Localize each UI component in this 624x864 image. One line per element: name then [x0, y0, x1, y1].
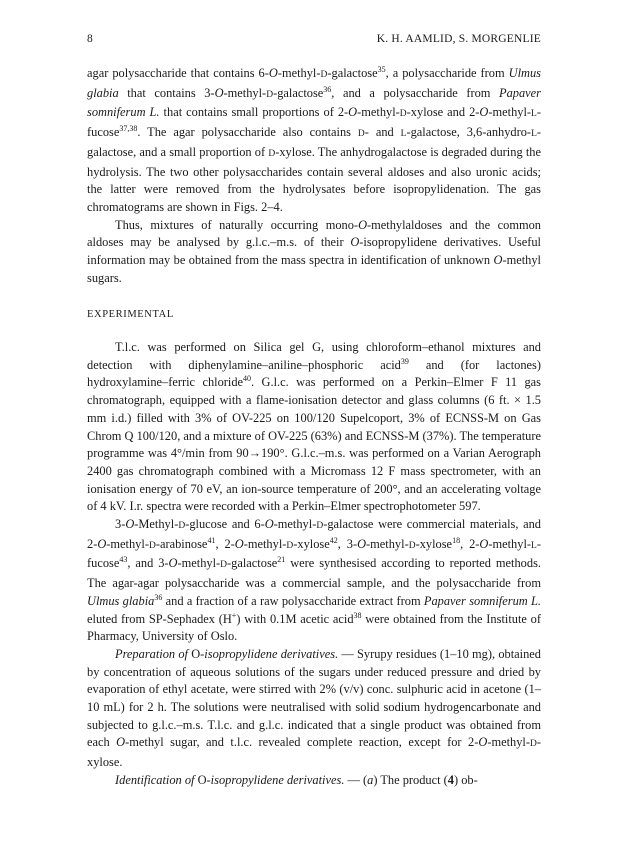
paragraph-identification: Identification of O-isopropylidene derivatives. — (a) The product (4) ob-	[115, 772, 478, 787]
paragraph-materials: 3-O-Methyl-D-glucose and 6-O-methyl-D-galactose were commercial materials, and 2-O-methyl-D-arabinose$^{41}$, 2-O-methyl-D-xylose$^{42}$, 3-O-methyl-D-xylose$^{18}$, 2-O-methyl-L-fucose$^{43}$, and 3-O-methyl-D-galactose$^{21}$ were synthesised according to reported methods. The agar-agar polysaccharide was a commercial sample, and the polysaccharide from Ulmus glabia$^{36}$ and a fraction of a raw polysaccharide extract from Papaver somniferum L. eluted from SP-Sephadex (H+) with 0.1M acetic acid$^{38}$ were obtained from the Institute of Pharmacy, University of Oslo.	[87, 517, 542, 644]
running-head: K. H. AAMLID, S. MORGENLIE	[376, 33, 541, 45]
paragraph-preparation: Preparation of O-isopropylidene derivatives. — Syrupy residues (1–10 mg), obtained by concentration of aqueous solutions of the sugars under reduced pressure and dried by evaporation of ethyl acetate, were stirred with 2% (v/v) conc. sulphuric acid in acetone (1–10 mL) for 2 h. The solutions were neutralised with solid sodium hydrogencarbonate and subjected to g.l.c.–m.s. T.l.c. and g.l.c. indicated that a single product was obtained from each O-methyl sugar, and t.l.c. revealed complete reaction, except for 2-O-methyl-D-xylose.	[87, 646, 541, 770]
section-title-experimental: EXPERIMENTAL	[87, 309, 174, 320]
paragraph-polysaccharides: agar polysaccharide that contains 6-O-methyl-D-galactose$^{35}$, a polysaccharide from Ulmus glabia that contains 3-O-methyl-D-galactose$^{36}$, and a polysaccharide from Papaver somniferum L. that contains small proportions of 2-O-methyl-D-xylose and 2-O-methyl-L-fucose$^{37,38}$. The agar polysaccharide also contains D- and L-galactose, 3,6-anhydro-L-galactose, and a small proportion of D-xylose. The anhydrogalactose is degraded during the hydrolysis. The two other polysaccharides contain several aldoses and also uronic acids; the latter were removed from the hydrolysates before isopropylidenation. The gas chromatograms are shown in Figs. 2–4. Thus, mixtures of naturally occurring mono-O-methylaldoses and the common aldoses may be analysed by g.l.c.–m.s. of their O-isopropylidene derivatives. Useful information may be obtained from the mass spectra in identification of unknown O-methyl sugars.	[87, 65, 541, 287]
page-header	[87, 33, 541, 51]
paragraph-methods: T.l.c. was performed on Silica gel G, using chloroform–ethanol mixtures and detection with diphenylamine–aniline–phosphoric acid$^{39}$ and (for lactones) hydroxylamine–ferric chloride$^{40}$. G.l.c. was performed on a Perkin–Elmer F 11 gas chromatograph, equipped with a flame-ionisation detector and glass columns (6 ft. × 1.5 mm i.d.) filled with 3% of OV-225 on 100/120 Supelcoport, 3% of ECNSS-M on Gas Chrom Q 100/120, and a mixture of OV-225 (63%) and ECNSS-M (37%). The temperature programme was 4°/min from 90→190°. G.l.c.–m.s. was performed on a Varian Aerograph 2400 gas chromatograph combined with a Micromass 12 F mass spectrometer, with an ionisation energy of 70 eV, an ion-source temperature of 200°, and an accelerating voltage of 4 kV. I.r. spectra were recorded with a Perkin–Elmer spectrophotometer 597.	[87, 340, 541, 514]
experimental-body	[87, 339, 541, 790]
paragraph-conclusion: Thus, mixtures of naturally occurring mono-O-methylaldoses and the common aldoses may be analysed by g.l.c.–m.s. of their O-isopropylidene derivatives. Useful information may be obtained from the mass spectra in identification of unknown O-methyl sugars.	[87, 217, 541, 285]
page-number: 8	[87, 33, 93, 45]
